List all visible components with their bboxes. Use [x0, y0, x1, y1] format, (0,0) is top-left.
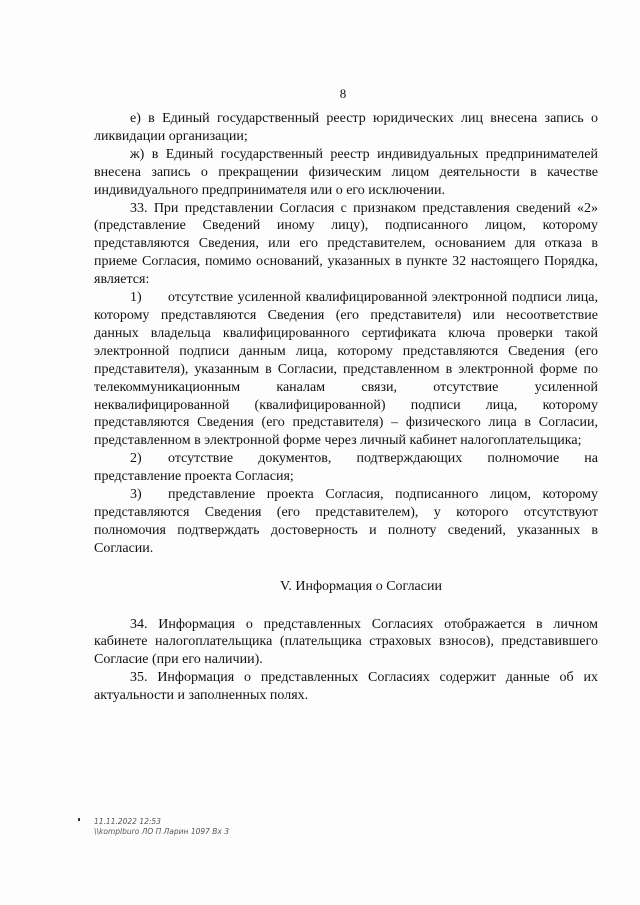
footer-timestamp: 11.11.2022 12:53 [94, 817, 161, 826]
paragraph-e: е) в Единый государственный реестр юридических лиц внесена запись о ликвидации организации; [94, 111, 598, 144]
list-item-1-number: 1) [130, 290, 142, 306]
footer-file-path: \\komplburo ЛО П Ларин 1097 Вх 3 [94, 827, 230, 836]
document-footer-stamp [94, 817, 229, 837]
section-heading: V. Информация о Согласии [280, 578, 442, 594]
list-item-3 [94, 486, 598, 558]
paragraph-34: 34. Информация о представленных Согласиях отображается в личном кабинете налогоплательщика (плательщика страховых взносов), представившего Согласие (при его наличии). [94, 616, 598, 668]
paragraph-33: 33. При представлении Согласия с признаком представления сведений «2» (представление Сведений иному лицу), подписанного лицом, которому представляются Сведения, или его представителем, основанием для отказа в приеме Согласия, помимо оснований, указанных в пункте 32 настоящего Порядка, является: [94, 200, 598, 288]
paragraph-zh: ж) в Единый государственный реестр индивидуальных предпринимателей внесена запись о прекращении физическим лицом деятельности в качестве индивидуального предпринимателя или о его исключении. [94, 146, 598, 198]
list-item-1 [94, 289, 598, 450]
list-item-3-number: 3) [130, 487, 142, 503]
list-item-2-text: отсутствие документов, подтверждающих полномочие на представление проекта Согласия; [94, 451, 598, 485]
margin-mark [78, 818, 80, 821]
paragraph-35: 35. Информация о представленных Согласиях содержит данные об их актуальности и заполненных полях. [94, 670, 598, 704]
list-item-1-text: отсутствие усиленной квалифицированной электронной подписи лица, которому представляются Сведения (его представителя) или несоответствие данных владельца квалифицированного сертификата ключа проверки такой электронной подписи данным лица, которому представляются Сведения (его представителя), указанным в Согласии, представленном в электронной форме по телекоммуникационным каналам связи, отсутствие усиленной неквалифицированной (квалифицированной) подписи лица, которому представляются Сведения (его представителя) – физического лица в Согласии, представленном в электронной форме через личный кабинет налогоплательщика; [94, 290, 598, 449]
list-item-3-text: представление проекта Согласия, подписанного лицом, которому представляются Сведения (его представителем), у которого отсутствуют полномочия подтверждать достоверность и полноту сведений, указанных в Согласии. [94, 487, 598, 556]
list-item-2 [94, 450, 598, 486]
document-body [94, 110, 598, 705]
page-number: 8 [339, 86, 347, 101]
list-item-2-number: 2) [130, 451, 142, 467]
